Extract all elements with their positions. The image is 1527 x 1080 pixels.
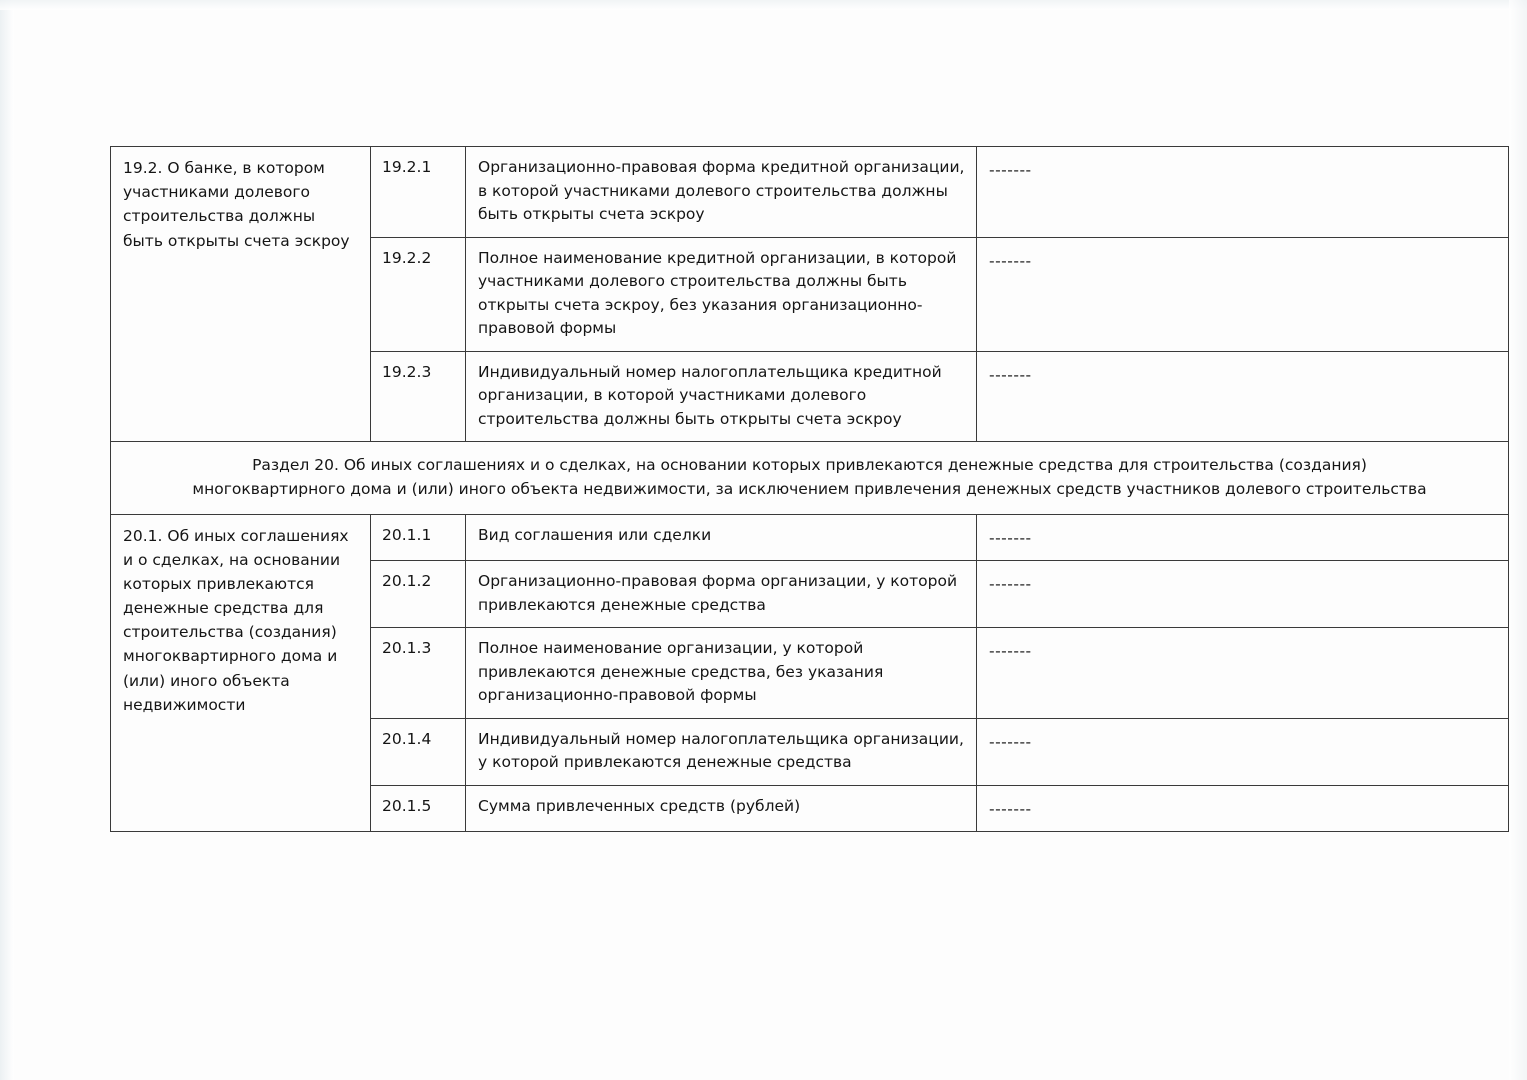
row-value: -------	[989, 575, 1032, 594]
row-label-cell	[466, 785, 977, 832]
row-label: Организационно-правовая форма кредитной организации, в которой участниками долевого строительства должны быть открыты счета эскроу	[478, 158, 965, 224]
row-group-cell-19-2	[111, 147, 371, 442]
row-value: -------	[989, 642, 1032, 661]
row-number: 20.1.5	[382, 796, 432, 815]
row-value-cell	[977, 628, 1509, 719]
row-number-cell	[371, 351, 466, 442]
row-value: -------	[989, 732, 1032, 751]
row-number: 20.1.1	[382, 525, 432, 544]
row-value-cell	[977, 718, 1509, 785]
row-number: 19.2.1	[382, 158, 432, 176]
row-number-cell	[371, 785, 466, 832]
section-heading-cell	[111, 442, 1509, 514]
row-label-cell	[466, 147, 977, 238]
row-label: Полное наименование кредитной организации, в которой участниками долевого строительства должны быть открыты счета эскроу, без указания организационно-правовой формы	[478, 248, 957, 338]
row-number-cell	[371, 237, 466, 351]
row-label: Организационно-правовая форма организации, у которой привлекаются денежные средства	[478, 572, 958, 614]
group-label: 19.2. О банке, в котором участниками долевого строительства должны быть открыты счета эскроу	[123, 159, 350, 250]
row-number: 20.1.4	[382, 729, 432, 748]
declaration-table	[110, 146, 1509, 832]
row-number-cell	[371, 561, 466, 628]
row-value-cell	[977, 514, 1509, 561]
row-value-cell	[977, 147, 1509, 238]
scan-edge-right	[1509, 0, 1527, 1080]
row-label-cell	[466, 237, 977, 351]
row-value-cell	[977, 785, 1509, 832]
row-value-cell	[977, 351, 1509, 442]
row-label-cell	[466, 351, 977, 442]
row-label: Сумма привлеченных средств (рублей)	[478, 796, 801, 815]
row-value: -------	[989, 251, 1032, 270]
row-value-cell	[977, 237, 1509, 351]
group-label: 20.1. Об иных соглашениях и о сделках, на основании которых привлекаются денежные средства для строительства (создания) многоквартирного дома и (или) иного объекта недвижимости	[123, 526, 349, 714]
row-label-cell	[466, 718, 977, 785]
row-value: -------	[989, 528, 1032, 547]
row-value: -------	[989, 161, 1032, 179]
row-label: Вид соглашения или сделки	[478, 525, 712, 544]
row-label: Индивидуальный номер налогоплательщика организации, у которой привлекаются денежные средства	[478, 729, 964, 772]
row-value: -------	[989, 365, 1032, 384]
table-row	[111, 147, 1509, 238]
row-label-cell	[466, 561, 977, 628]
row-number: 20.1.2	[382, 572, 432, 591]
row-number-cell	[371, 718, 466, 785]
scan-edge-top	[0, 0, 1527, 10]
row-number-cell	[371, 628, 466, 719]
row-number-cell	[371, 147, 466, 238]
row-number-cell	[371, 514, 466, 561]
row-number: 19.2.2	[382, 248, 432, 267]
row-value-cell	[977, 561, 1509, 628]
row-label-cell	[466, 514, 977, 561]
row-label-cell	[466, 628, 977, 719]
row-label: Полное наименование организации, у которой привлекаются денежные средства, без указания организационно-правовой формы	[478, 639, 884, 705]
section-heading-row	[111, 442, 1509, 514]
section-heading: Раздел 20. Об иных соглашениях и о сделках, на основании которых привлекаются денежные средства для строительства (создания) многоквартирного дома и (или) иного объекта недвижимости, за исключением привлечения денежных средств участников долевого строительства	[192, 456, 1427, 499]
row-value: -------	[989, 799, 1032, 818]
scan-edge-left	[0, 0, 14, 1080]
row-number: 20.1.3	[382, 639, 432, 658]
table-row	[111, 514, 1509, 561]
row-number: 19.2.3	[382, 362, 432, 381]
row-group-cell-20-1	[111, 514, 371, 832]
row-label: Индивидуальный номер налогоплательщика кредитной организации, в которой участниками долевого строительства должны быть открыты счета эскроу	[478, 362, 942, 428]
